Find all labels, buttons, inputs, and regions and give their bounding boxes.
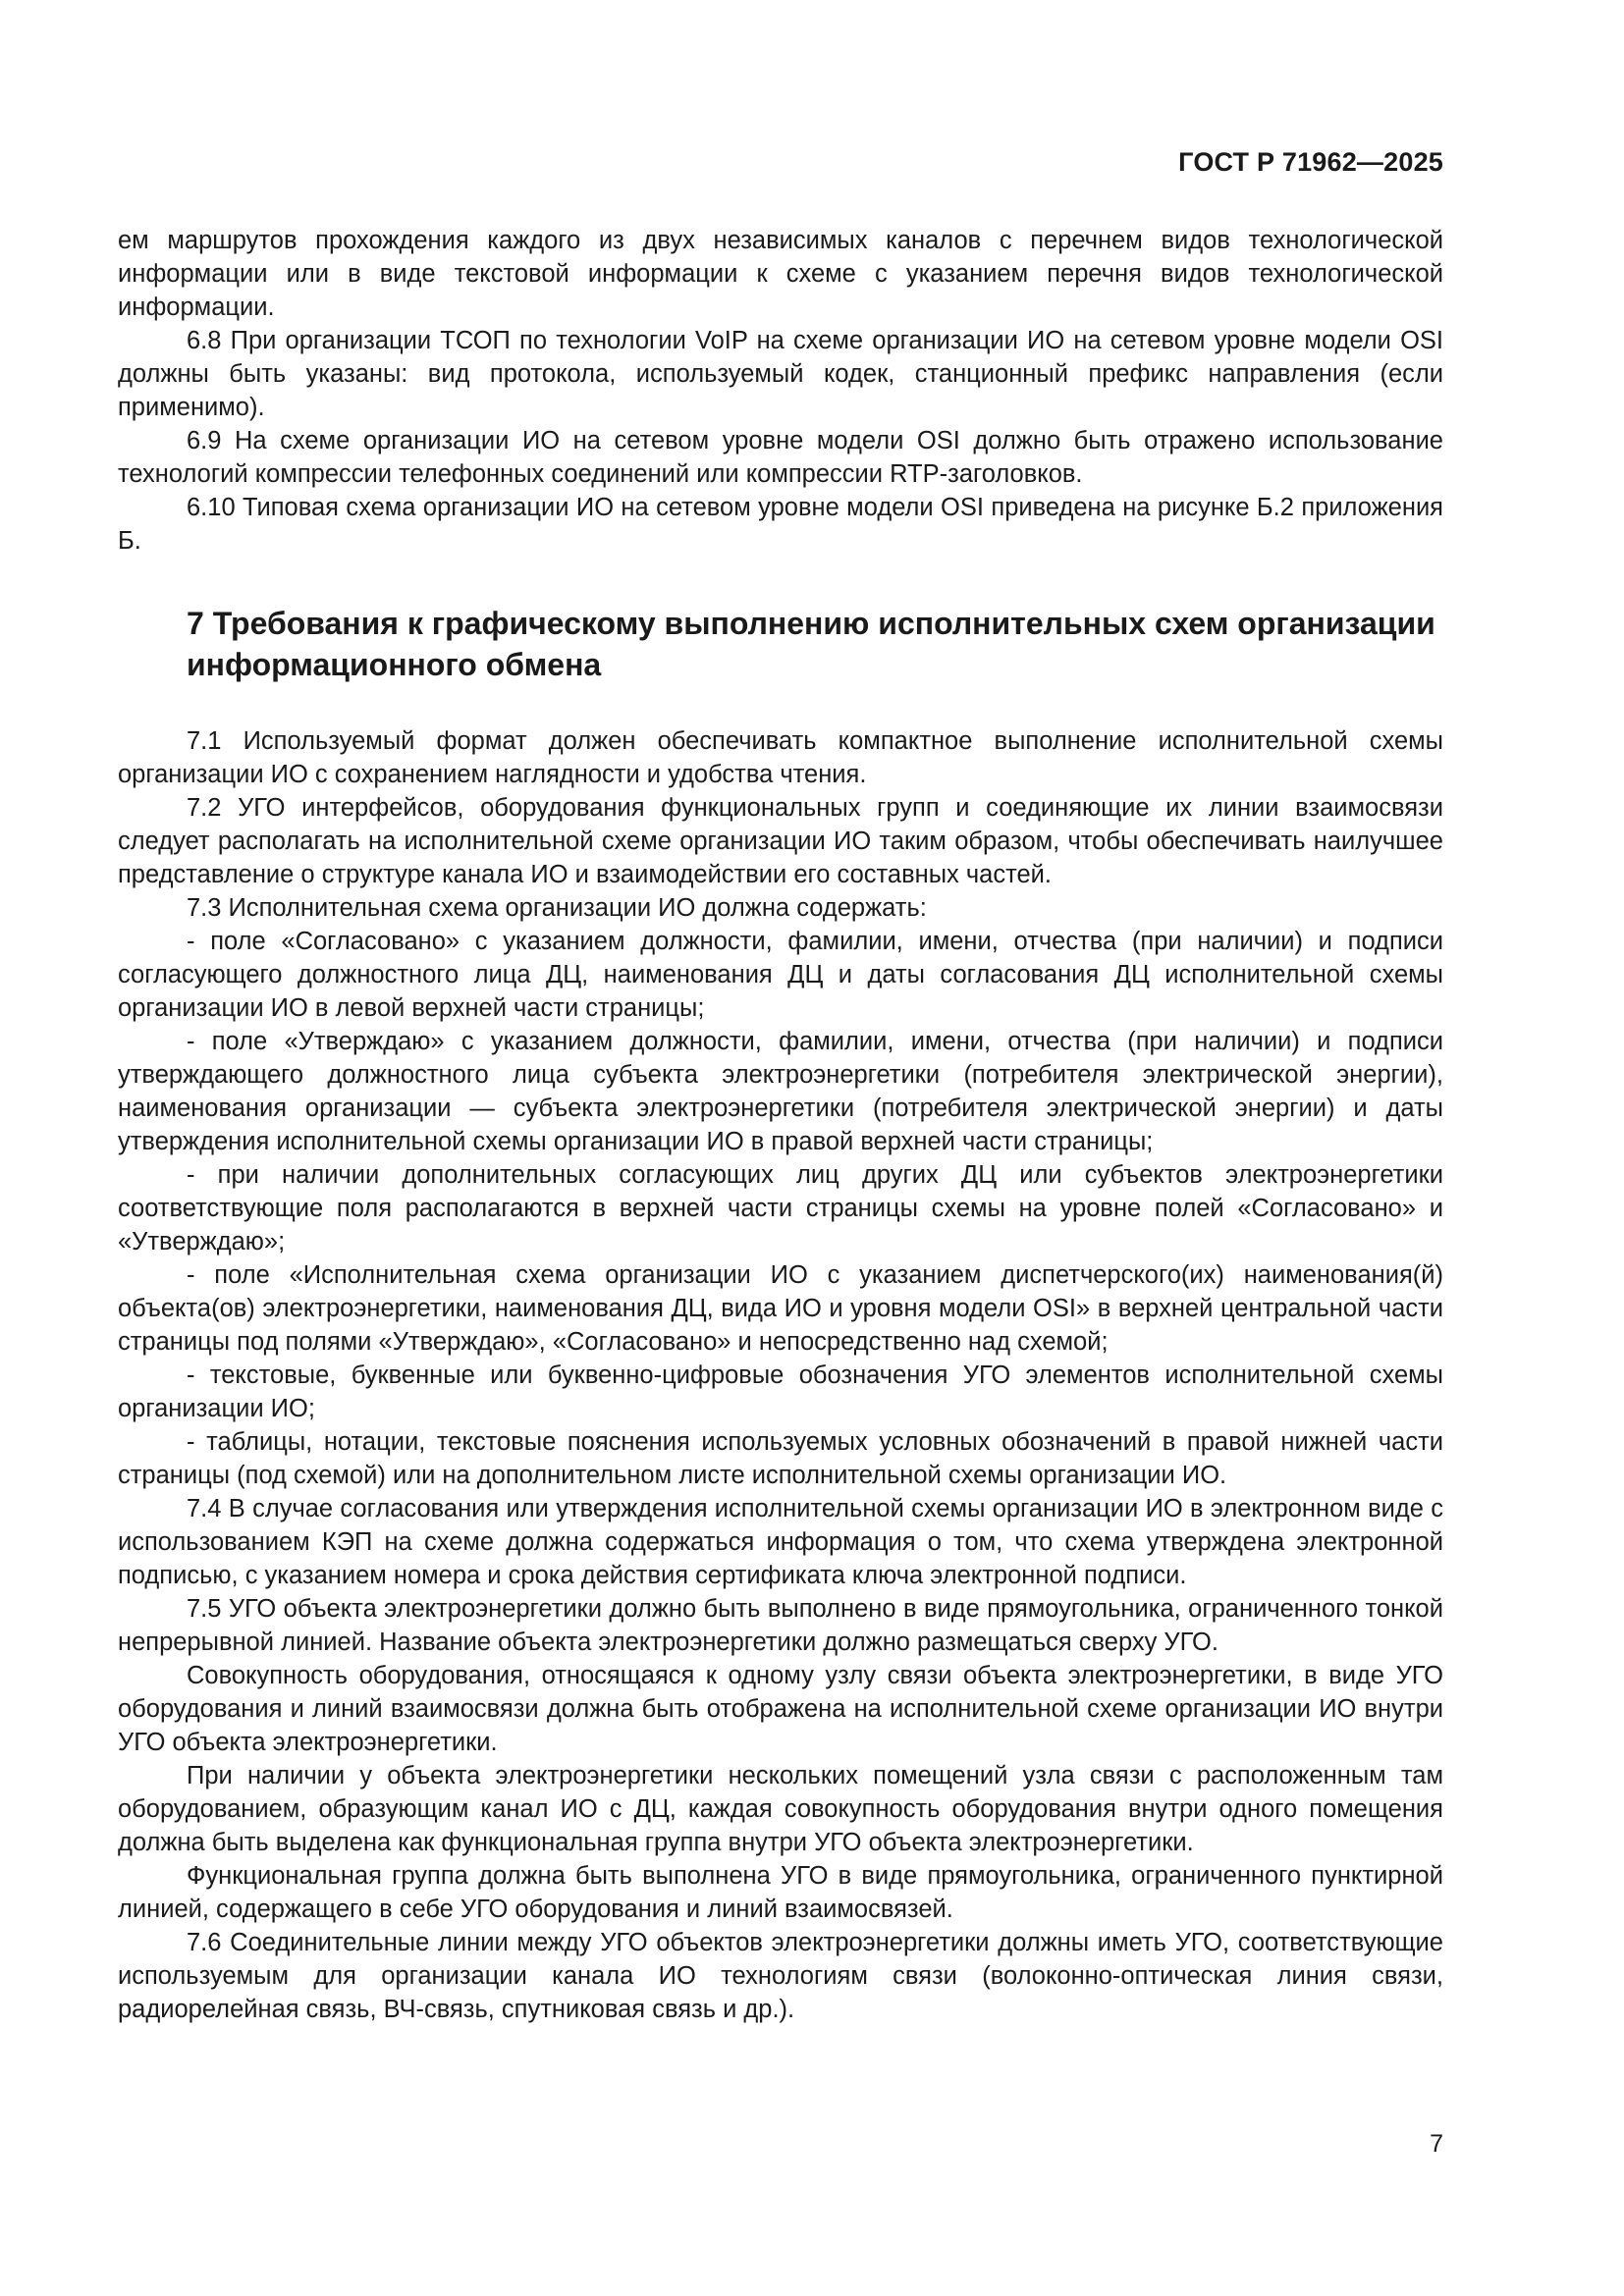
paragraph-7-3: 7.3 Исполнительная схема организации ИО должна содержать: <box>187 894 927 922</box>
paragraph-equipment-set: Совокупность оборудования, относящаяся к одному узлу связи объекта электроэнергетики, в виде УГО оборудования и линий взаимосвязи должна быть отображена на исполнительной схеме организации ИО внутри УГО объекта электроэнергетики. <box>118 1662 1443 1756</box>
list-item-confirm-field: - поле «Утверждаю» с указанием должности, фамилии, имени, отчества (при наличии) и подписи утверждающего должностного лица субъекта электроэнергетики (потребителя электрической энергии), наименования организации — субъекта электроэнергетики (потребителя электрической энергии) и даты утверждения исполнительной схемы организации ИО в правой верхней части страницы; <box>118 1028 1443 1155</box>
paragraph-functional-group: Функциональная группа должна быть выполнена УГО в виде прямоугольника, ограниченного пунктирной линией, содержащего в себе УГО оборудования и линий взаимосвязей. <box>118 1862 1443 1923</box>
paragraph-7-6: 7.6 Соединительные линии между УГО объектов электроэнергетики должны иметь УГО, соответствующие используемым для организации канала ИО технологиям связи (волоконно-оптическая линия связи, радиорелейная связь, ВЧ-связь, спутниковая связь и др.). <box>118 1929 1443 2023</box>
page-number: 7 <box>1430 2130 1443 2158</box>
paragraph-7-5: 7.5 УГО объекта электроэнергетики должно быть выполнено в виде прямоугольника, ограниченного тонкой непрерывной линией. Название объекта электроэнергетики должно размещаться сверху УГО. <box>118 1595 1443 1656</box>
paragraph-6-8: 6.8 При организации ТСОП по технологии VoIP на схеме организации ИО на сетевом уровне модели OSI должны быть указаны: вид протокола, используемый кодек, станционный префикс направления (если применимо). <box>118 327 1443 421</box>
paragraph-continuation: ем маршрутов прохождения каждого из двух независимых каналов с перечнем видов технологической информации или в виде текстовой информации к схеме с указанием перечня видов технологической информации. <box>118 227 1443 321</box>
document-body <box>118 224 1443 2026</box>
paragraph-7-4: 7.4 В случае согласования или утверждения исполнительной схемы организации ИО в электронном виде с использованием КЭП на схеме должна содержаться информация о том, что схема утверждена электронной подписью, с указанием номера и срока действия сертификата ключа электронной подписи. <box>118 1495 1443 1589</box>
section-7-heading: 7 Требования к графическому выполнению исполнительных схем организации информационного обмена <box>187 606 1435 682</box>
list-item-title-field: - поле «Исполнительная схема организации ИО с указанием диспетчерского(их) наименования(й) объекта(ов) электроэнергетики, наименования ДЦ, вида ИО и уровня модели OSI» в верхней центральной части страницы под полями «Утверждаю», «Согласовано» и непосредственно над схемой; <box>118 1261 1443 1356</box>
paragraph-6-9: 6.9 На схеме организации ИО на сетевом уровне модели OSI должно быть отражено использование технологий компрессии телефонных соединений или компрессии RTP-заголовков. <box>118 427 1443 488</box>
paragraph-6-10: 6.10 Типовая схема организации ИО на сетевом уровне модели OSI приведена на рисунке Б.2 приложения Б. <box>118 494 1443 555</box>
list-item-additional-fields: - при наличии дополнительных согласующих лиц других ДЦ или субъектов электроэнергетики соответствующие поля располагаются в верхней части страницы схемы на уровне полей «Согласовано» и «Утверждаю»; <box>118 1161 1443 1255</box>
document-code: ГОСТ Р 71962—2025 <box>1178 147 1443 177</box>
paragraph-7-1: 7.1 Используемый формат должен обеспечивать компактное выполнение исполнительной схемы организации ИО с сохранением наглядности и удобства чтения. <box>118 727 1443 788</box>
list-item-approved-field: - поле «Согласовано» с указанием должности, фамилии, имени, отчества (при наличии) и подписи согласующего должностного лица ДЦ, наименования ДЦ и даты согласования ДЦ исполнительной схемы организации ИО в левой верхней части страницы; <box>118 928 1443 1022</box>
list-item-designations: - текстовые, буквенные или буквенно-цифровые обозначения УГО элементов исполнительной схемы организации ИО; <box>118 1362 1443 1422</box>
paragraph-multiple-rooms: При наличии у объекта электроэнергетики нескольких помещений узла связи с расположенным там оборудованием, образующим канал ИО с ДЦ, каждая совокупность оборудования внутри одного помещения должна быть выделена как функциональная группа внутри УГО объекта электроэнергетики. <box>118 1762 1443 1856</box>
list-item-tables: - таблицы, нотации, текстовые пояснения используемых условных обозначений в правой нижней части страницы (под схемой) или на дополнительном листе исполнительной схемы организации ИО. <box>118 1428 1443 1489</box>
paragraph-7-2: 7.2 УГО интерфейсов, оборудования функциональных групп и соединяющие их линии взаимосвязи следует располагать на исполнительной схеме организации ИО таким образом, чтобы обеспечивать наилучшее представление о структуре канала ИО и взаимодействии его составных частей. <box>118 794 1443 888</box>
